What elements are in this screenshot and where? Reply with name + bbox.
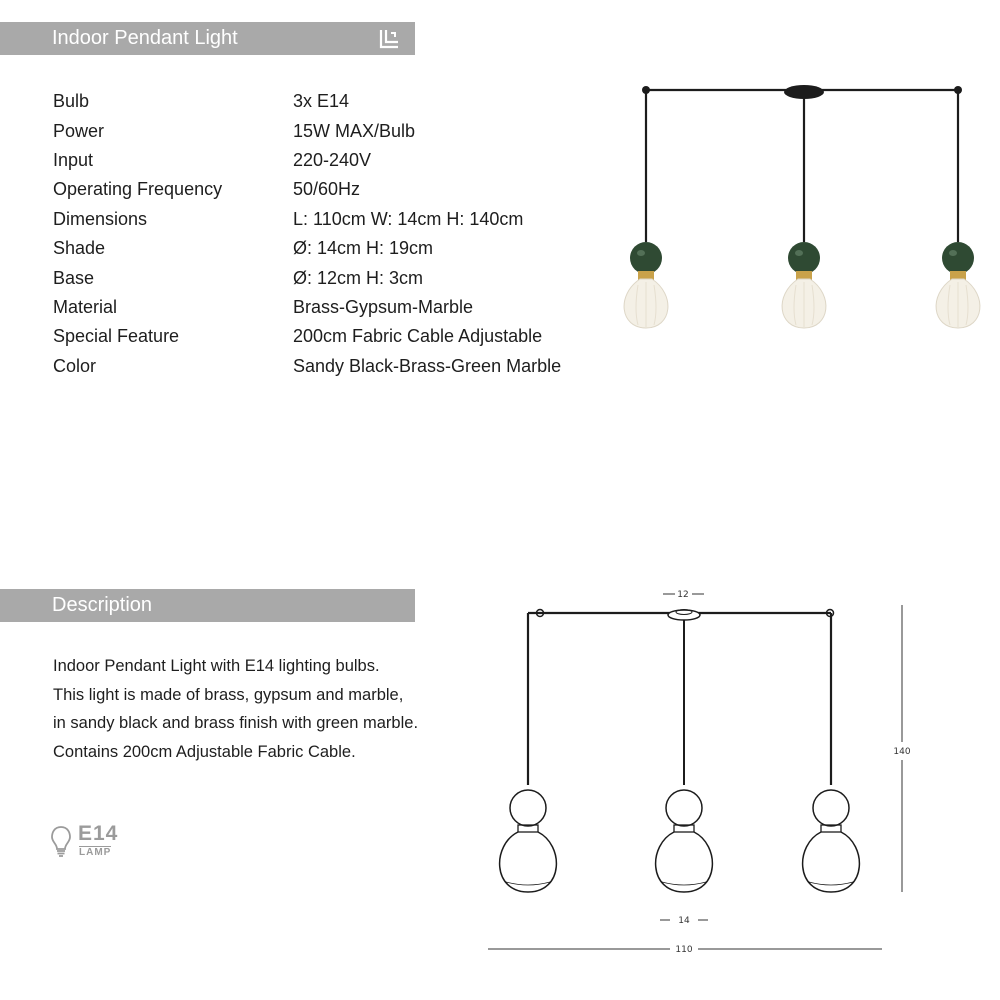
ceiling-canopy bbox=[784, 85, 824, 99]
pendant-outline bbox=[500, 790, 557, 892]
spec-value: 15W MAX/Bulb bbox=[293, 120, 416, 141]
spec-value: 200cm Fabric Cable Adjustable bbox=[293, 326, 543, 347]
spec-key: Input bbox=[53, 149, 94, 170]
cable-frame bbox=[642, 85, 962, 242]
pendant-lamp bbox=[936, 242, 980, 328]
spec-key: Base bbox=[53, 267, 95, 288]
spec-key: Special Feature bbox=[53, 326, 180, 347]
dim-base-width: 12 bbox=[677, 590, 689, 600]
spec-row bbox=[53, 205, 561, 234]
spec-value: 220-240V bbox=[293, 149, 372, 170]
spec-row bbox=[53, 116, 561, 145]
spec-row bbox=[53, 234, 561, 263]
spec-row bbox=[53, 322, 561, 351]
technical-drawing bbox=[470, 570, 930, 970]
spec-row bbox=[53, 146, 561, 175]
spec-value: Ø: 12cm H: 3cm bbox=[293, 267, 424, 288]
description-title: Description bbox=[52, 594, 153, 616]
description-line: Indoor Pendant Light with E14 lighting bulbs. bbox=[53, 657, 380, 675]
spec-key: Operating Frequency bbox=[53, 179, 223, 200]
section-header-product bbox=[0, 22, 415, 55]
dim-length: 110 bbox=[675, 945, 693, 955]
lamp-type-badge bbox=[50, 822, 130, 862]
spec-key: Shade bbox=[53, 238, 106, 259]
spec-row bbox=[53, 175, 561, 204]
spec-value: L: 110cm W: 14cm H: 140cm bbox=[293, 208, 524, 229]
spec-value: 50/60Hz bbox=[293, 179, 361, 200]
pendant-lamp bbox=[624, 242, 668, 328]
spec-key: Dimensions bbox=[53, 208, 148, 229]
section-header-description bbox=[0, 589, 415, 622]
dim-height: 140 bbox=[893, 747, 911, 757]
spec-table bbox=[53, 87, 561, 381]
dim-shade-width: 14 bbox=[678, 916, 690, 926]
spec-value: Brass-Gypsum-Marble bbox=[293, 296, 474, 317]
product-title: Indoor Pendant Light bbox=[52, 27, 238, 49]
bulb-icon bbox=[50, 825, 72, 859]
spec-value: Ø: 14cm H: 19cm bbox=[293, 238, 434, 259]
spec-value: 3x E14 bbox=[293, 91, 350, 112]
product-photo bbox=[600, 70, 1000, 340]
description-line: in sandy black and brass finish with green marble. bbox=[53, 714, 419, 733]
spec-row bbox=[53, 293, 561, 322]
spec-value: Sandy Black-Brass-Green Marble bbox=[293, 355, 562, 376]
pendant-outline bbox=[803, 790, 860, 892]
spec-row bbox=[53, 87, 561, 116]
lamp-code: E14 bbox=[78, 822, 119, 845]
corner-bracket-icon bbox=[377, 27, 401, 51]
pendant-outline bbox=[656, 790, 713, 892]
spec-key: Power bbox=[53, 120, 105, 141]
lamp-word: LAMP bbox=[79, 847, 112, 858]
description-line: Contains 200cm Adjustable Fabric Cable. bbox=[53, 742, 356, 761]
spec-key: Color bbox=[53, 355, 97, 376]
pendant-lamp bbox=[782, 242, 826, 328]
spec-key: Bulb bbox=[53, 91, 90, 112]
spec-row bbox=[53, 263, 561, 292]
description-line: This light is made of brass, gypsum and marble, bbox=[53, 685, 404, 704]
spec-key: Material bbox=[53, 296, 118, 317]
spec-row bbox=[53, 352, 561, 381]
description-text bbox=[53, 652, 418, 766]
